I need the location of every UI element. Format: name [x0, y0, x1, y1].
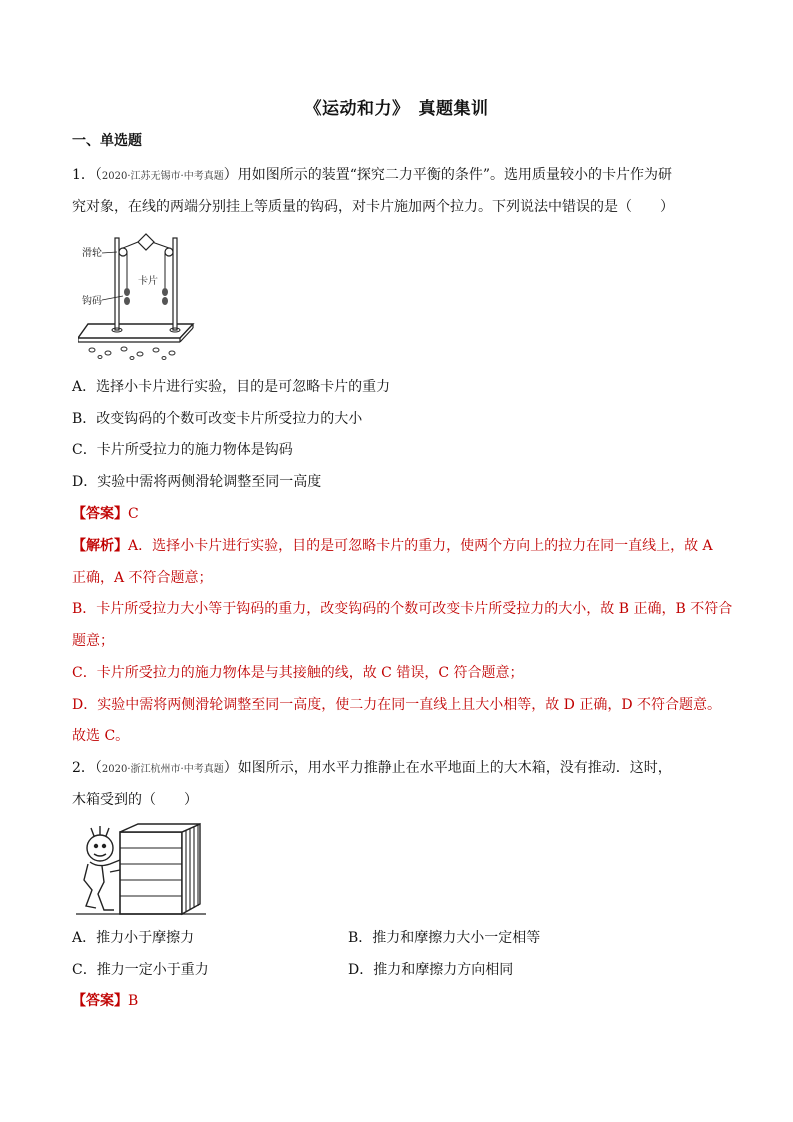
wooden-crate — [120, 832, 182, 914]
label-weight: 钩码 — [82, 296, 102, 307]
page-title: 《运动和力》 真题集训 — [304, 99, 489, 119]
q2-answer — [72, 991, 138, 1011]
q1-option-d: D．实验中需将两侧滑轮调整至同一高度 — [72, 474, 322, 490]
q1-answer-label: 【答案】 — [72, 506, 128, 522]
right-pulley — [165, 248, 173, 256]
q2-stem-line2: 木箱受到的（ ） — [72, 792, 198, 808]
q1-stem-line1 — [72, 165, 672, 187]
label-pulley: 滑轮 — [82, 248, 102, 259]
q1-number: 1．（ — [72, 167, 102, 183]
q1-figure-apparatus — [78, 232, 200, 362]
q2-figure-push-box — [74, 820, 208, 916]
q1-answer — [72, 504, 139, 524]
left-pulley — [119, 248, 127, 256]
q2-option-b: B．推力和摩擦力大小一定相等 — [348, 930, 541, 946]
q1-analysis-line5: C．卡片所受拉力的施力物体是与其接触的线，故 C 错误，C 符合题意； — [72, 665, 524, 681]
q2-answer-label: 【答案】 — [72, 993, 128, 1009]
q1-analysis-label: 【解析】 — [72, 538, 128, 554]
q2-option-a: A．推力小于摩擦力 — [72, 930, 195, 946]
person-pushing — [84, 826, 120, 910]
q1-stem-text-a: ）用如图所示的装置“探究二力平衡的条件”。选用质量较小的卡片作为研 — [223, 167, 673, 183]
q1-stem-line2: 究对象，在线的两端分别挂上等质量的钩码，对卡片施加两个拉力。下列说法中错误的是（ ） — [72, 199, 674, 215]
label-card: 卡片 — [138, 276, 158, 287]
card — [138, 234, 154, 250]
right-stand — [173, 238, 177, 330]
q2-option-c: C．推力一定小于重力 — [72, 962, 209, 978]
q2-source: 2020·浙江杭州市·中考真题 — [101, 764, 224, 775]
q2-option-d: D．推力和摩擦力方向相同 — [348, 962, 514, 978]
q1-answer-value: C — [128, 506, 139, 522]
right-weight — [162, 288, 168, 296]
q2-stem-text-a: ）如图所示，用水平力推静止在水平地面上的大木箱，没有推动．这时， — [223, 760, 672, 776]
section-heading: 一、单选题 — [72, 133, 142, 149]
q1-source: 2020·江苏无锡市·中考真题 — [101, 171, 224, 182]
q1-analysis-line4: 题意； — [72, 633, 114, 649]
q2-stem-line1 — [72, 758, 672, 780]
q1-analysis-line7: 故选 C。 — [72, 728, 130, 744]
q1-analysis-line3: B．卡片所受拉力大小等于钩码的重力，改变钩码的个数可改变卡片所受拉力的大小，故 B 正确，B 不符合 — [72, 601, 733, 617]
q2-number: 2．（ — [72, 760, 102, 776]
q1-option-c: C．卡片所受拉力的施力物体是钩码 — [72, 442, 293, 458]
q2-answer-value: B — [128, 993, 139, 1009]
q1-option-a: A．选择小卡片进行实验，目的是可忽略卡片的重力 — [72, 379, 391, 395]
q1-option-b: B．改变钩码的个数可改变卡片所受拉力的大小 — [72, 411, 363, 427]
q1-analysis-line6: D．实验中需将两侧滑轮调整至同一高度，使二力在同一直线上且大小相等，故 D 正确，D 不符合题意。 — [72, 697, 722, 713]
ground-marks — [89, 347, 175, 360]
left-weight — [124, 288, 130, 296]
q1-analysis-line2: 正确，A 不符合题意； — [72, 570, 213, 586]
q1-analysis-line1: 【解析】A．选择小卡片进行实验，目的是可忽略卡片的重力，使两个方向上的拉力在同一直线上，故 A — [72, 538, 713, 554]
